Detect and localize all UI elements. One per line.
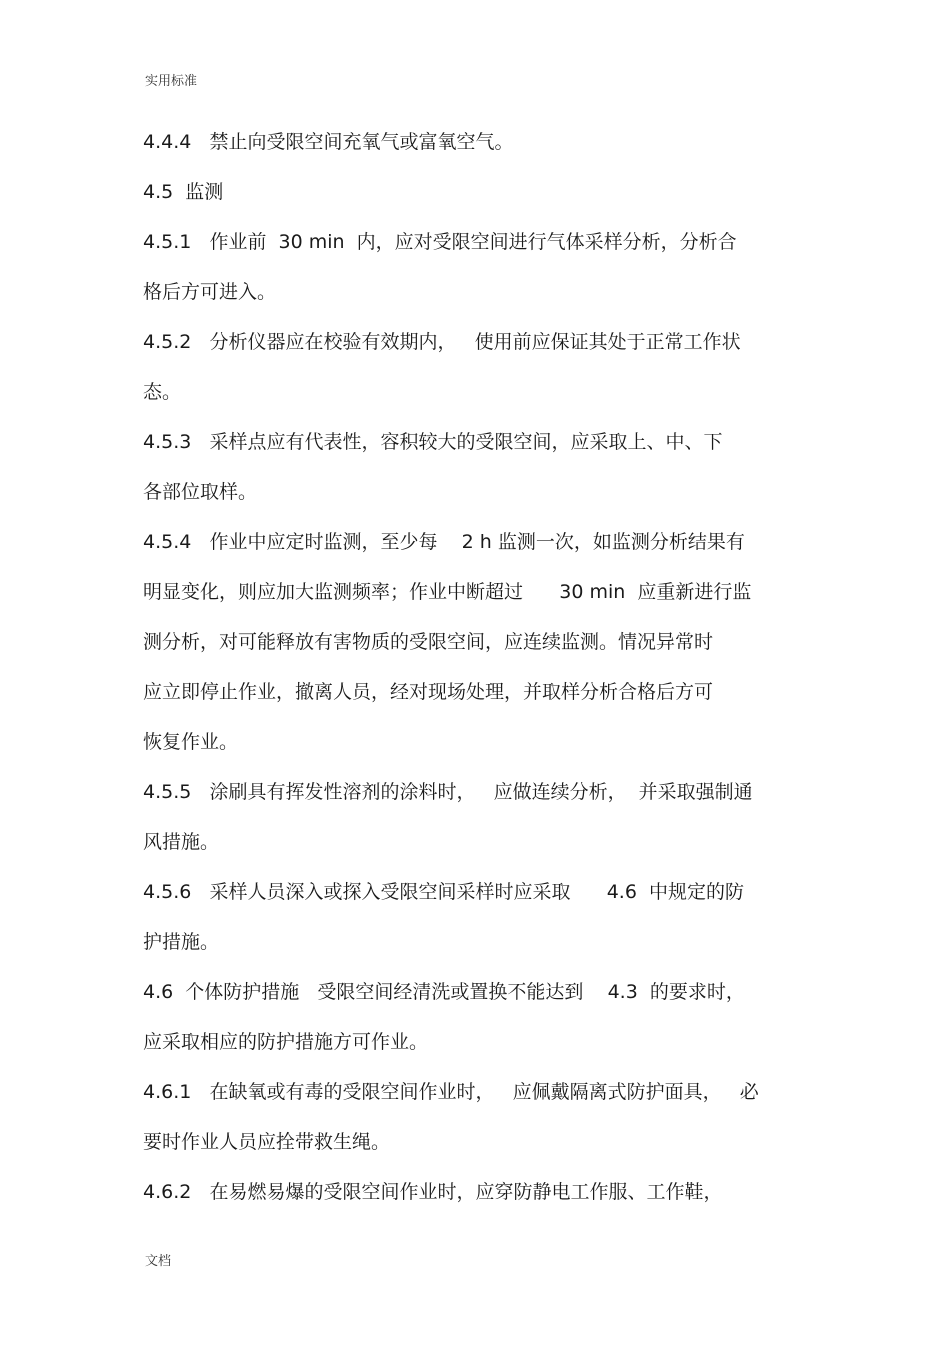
text-line: 4.5.3 采样点应有代表性，容积较大的受限空间，应采取上、中、下	[143, 431, 723, 453]
text-line: 护措施。	[143, 931, 220, 953]
page-footer: 文档	[145, 1254, 172, 1269]
text-line: 明显变化，则应加大监测频率；作业中断超过 30 min 应重新进行监	[143, 581, 752, 603]
text-line: 4.5.2 分析仪器应在校验有效期内， 使用前应保证其处于正常工作状	[143, 331, 741, 353]
text-line: 4.5.4 作业中应定时监测，至少每 2 h 监测一次，如监测分析结果有	[143, 531, 745, 553]
section-heading: 4.5 监测	[143, 181, 224, 203]
text-line: 态。	[143, 381, 182, 403]
text-line: 4.4.4 禁止向受限空间充氧气或富氧空气。	[143, 131, 514, 153]
text-line: 4.6.2 在易燃易爆的受限空间作业时，应穿防静电工作服、工作鞋，	[143, 1181, 723, 1203]
text-line: 要时作业人员应拴带救生绳。	[143, 1131, 391, 1153]
text-line: 4.5.1 作业前 30 min 内，应对受限空间进行气体采样分析，分析合	[143, 231, 737, 253]
text-line: 测分析，对可能释放有害物质的受限空间，应连续监测。情况异常时	[143, 631, 714, 653]
text-line: 各部位取样。	[143, 481, 258, 503]
text-line: 格后方可进入。	[143, 281, 277, 303]
page-header: 实用标准	[145, 74, 198, 89]
text-line: 恢复作业。	[143, 731, 239, 753]
text-line: 风措施。	[143, 831, 220, 853]
text-line: 4.5.6 采样人员深入或探入受限空间采样时应采取 4.6 中规定的防	[143, 881, 744, 903]
text-line: 应立即停止作业，撤离人员，经对现场处理，并取样分析合格后方可	[143, 681, 714, 703]
text-line: 应采取相应的防护措施方可作业。	[143, 1031, 429, 1053]
section-heading: 4.6 个体防护措施 受限空间经清洗或置换不能达到 4.3 的要求时，	[143, 981, 745, 1003]
text-line: 4.6.1 在缺氧或有毒的受限空间作业时， 应佩戴隔离式防护面具， 必	[143, 1081, 759, 1103]
text-line: 4.5.5 涂刷具有挥发性溶剂的涂料时， 应做连续分析， 并采取强制通	[143, 781, 753, 803]
